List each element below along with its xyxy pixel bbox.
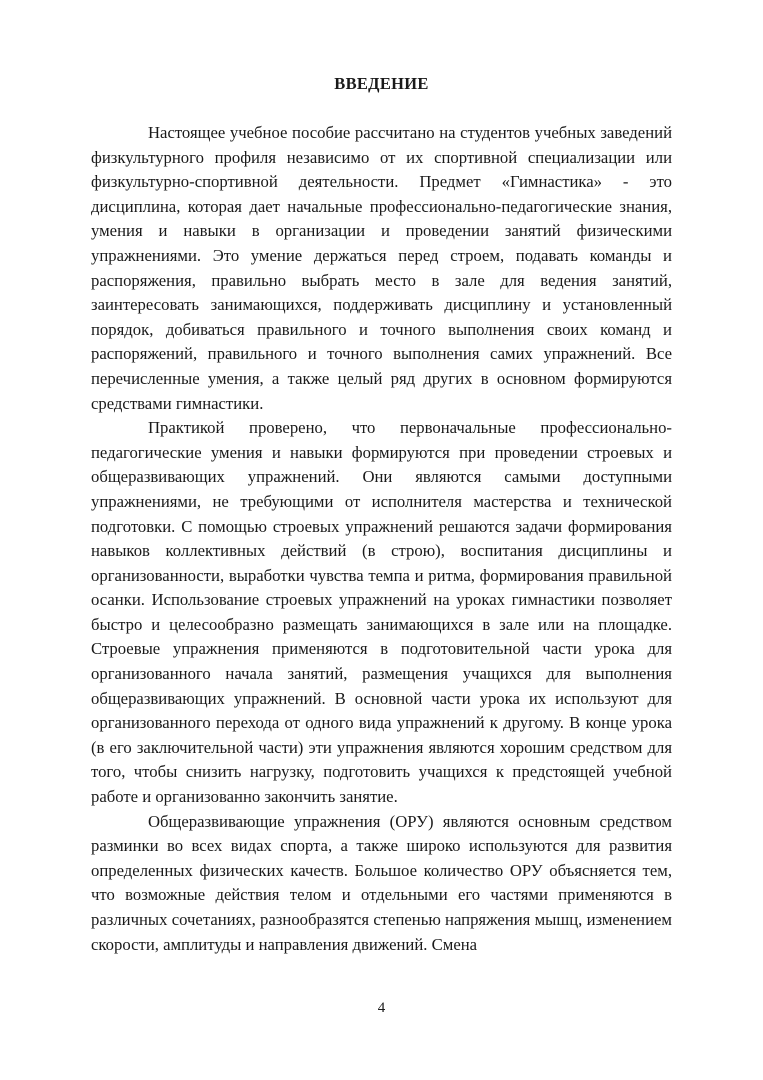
body-text: [91, 121, 672, 957]
page-number: 4: [377, 1000, 386, 1016]
page-title: ВВЕДЕНИЕ: [334, 74, 429, 93]
paragraph-1: Настоящее учебное пособие рассчитано на студентов учебных заведений физкультурного профиля независимо от их спортивной специализации или физкультурно-спортивной деятельности. Предмет «Гимнастика» - это дисциплина, которая дает начальные профессионально-педагогические знания, умения и навыки в организации и проведении занятий физическими упражнениями. Это умение держаться перед строем, подавать команды и распоряжения, правильно выбрать место в зале для ведения занятий, заинтересовать занимающихся, поддерживать дисциплину и установленный порядок, добиваться правильного и точного выполнения своих команд и распоряжений, правильного и точного выполнения самих упражнений. Все перечисленные умения, а также целый ряд других в основном формируются средствами гимнастики.: [91, 123, 672, 413]
paragraph-3: Общеразвивающие упражнения (ОРУ) являются основным средством разминки во всех видах спорта, а также широко используются для развития определенных физических качеств. Большое количество ОРУ объясняется тем, что возможные действия телом и отдельными его частями применяются в различных сочетаниях, разнообразятся степенью напряжения мышц, изменением скорости, амплитуды и направления движений. Смена: [91, 811, 672, 954]
paragraph-2: Практикой проверено, что первоначальные профессионально-педагогические умения и навыки формируются при проведении строевых и общеразвивающих упражнений. Они являются самыми доступными упражнениями, не требующими от исполнителя мастерства и технической подготовки. С помощью строевых упражнений решаются задачи формирования навыков коллективных действий (в строю), воспитания дисциплины и организованности, выработки чувства темпа и ритма, формирования правильной осанки. Использование строевых упражнений на уроках гимнастики позволяет быстро и целесообразно размещать занимающихся в зале или на площадке. Строевые упражнения применяются в подготовительной части урока для организованного начала занятий, размещения учащихся для выполнения общеразвивающих упражнений. В основной части урока их используют для организованного перехода от одного вида упражнений к другому. В конце урока (в его заключительной части) эти упражнения являются хорошим средством для того, чтобы снизить нагрузку, подготовить учащихся к предстоящей учебной работе и организованно закончить занятие.: [91, 418, 672, 807]
